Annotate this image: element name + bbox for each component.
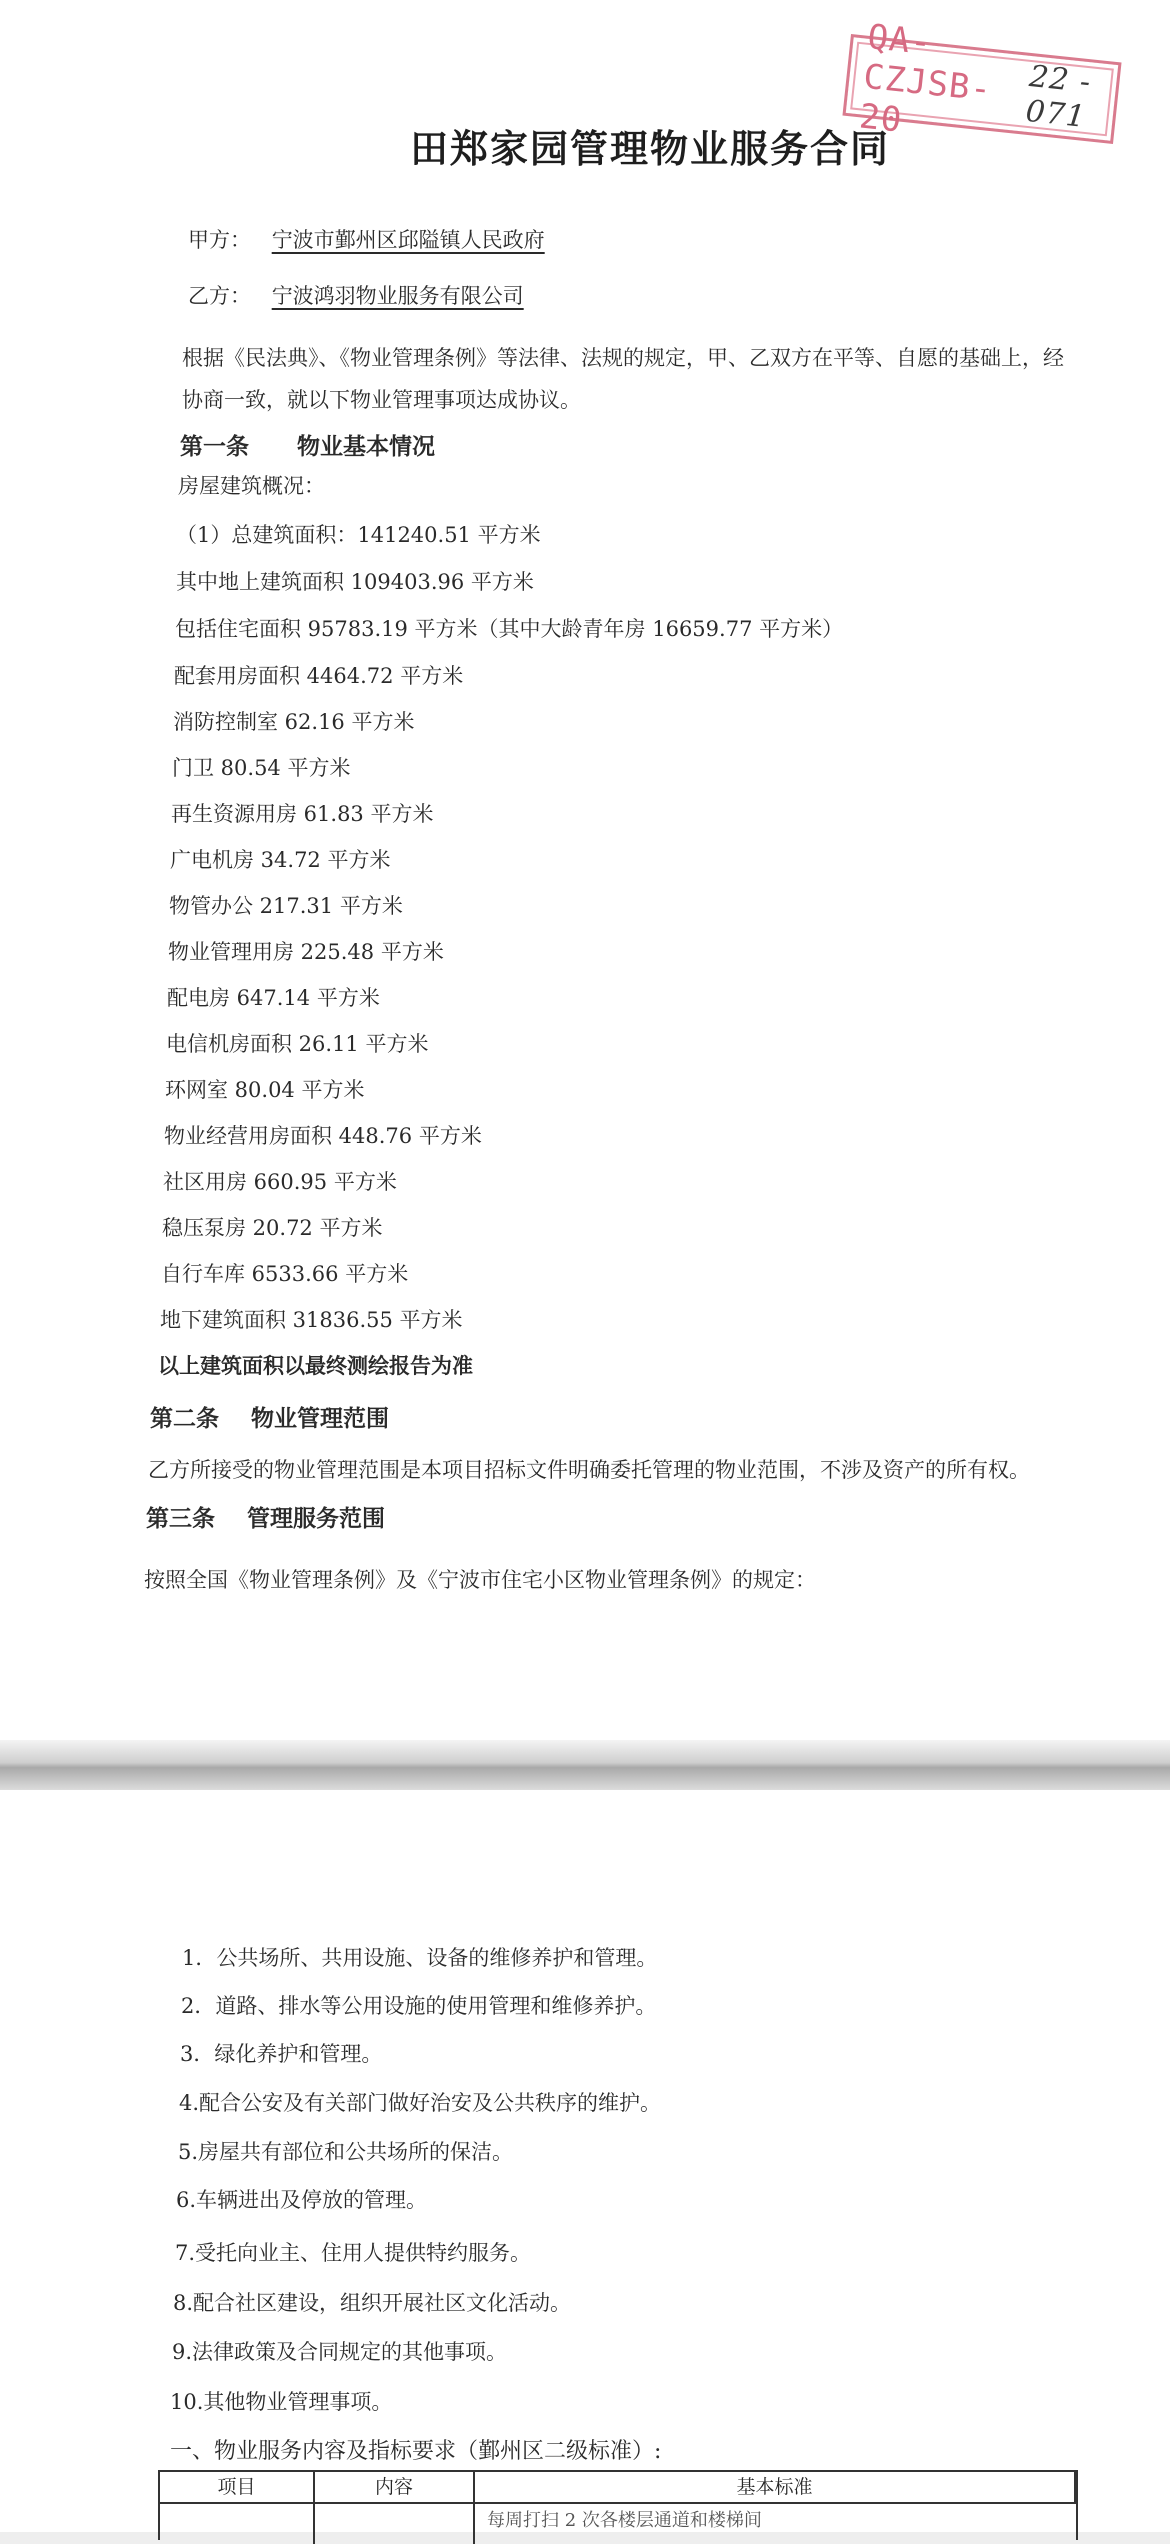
table-header-content: 内容: [315, 2472, 475, 2504]
party-a-line: [188, 224, 545, 254]
article-1-heading: [180, 428, 435, 461]
party-b-label: 乙方：: [188, 284, 251, 308]
area-item: 物管办公 217.31 平方米: [169, 894, 403, 918]
document-page-2: [0, 1790, 1170, 2532]
service-item: 6.车辆进出及停放的管理。: [176, 2188, 428, 2212]
area-item: 物业管理用房 225.48 平方米: [168, 940, 444, 964]
article-3-number: 第三条: [146, 1505, 215, 1532]
article-3-title: 管理服务范围: [247, 1505, 386, 1532]
article-1-subtitle: 房屋建筑概况：: [178, 474, 325, 498]
party-a-value: 宁波市鄞州区邱隘镇人民政府: [271, 228, 545, 252]
section-1-title: 一、物业服务内容及指标要求（鄞州区二级标准）:: [170, 2439, 662, 2464]
area-item: （1）总建筑面积：141240.51 平方米: [176, 523, 541, 547]
area-note: 以上建筑面积以最终测绘报告为准: [158, 1353, 473, 1378]
article-2-number: 第二条: [150, 1405, 219, 1432]
service-item: 9.法律政策及合同规定的其他事项。: [172, 2340, 508, 2364]
stamp-handwritten-number: 22 - 071: [1024, 58, 1093, 135]
area-item: 电信机房面积 26.11 平方米: [166, 1032, 429, 1056]
area-item: 自行车库 6533.66 平方米: [161, 1262, 409, 1286]
table-cell: [315, 2504, 475, 2544]
stamp-code: QA-CZJSB-20: [857, 16, 994, 141]
service-item: 2．道路、排水等公用设施的使用管理和维修养护。: [181, 1994, 657, 2018]
table-header-standard: 基本标准: [475, 2472, 1076, 2504]
article-1-number: 第一条: [180, 433, 249, 460]
document-title: 田郑家园管理物业服务合同: [409, 126, 890, 171]
service-item: 5.房屋共有部位和公共场所的保洁。: [178, 2140, 514, 2164]
service-item: 4.配合公安及有关部门做好治安及公共秩序的维护。: [179, 2091, 662, 2115]
article-2-text: 乙方所接受的物业管理范围是本项目招标文件明确委托管理的物业范围，不涉及资产的所有权。: [148, 1458, 1030, 1482]
area-item: 物业经营用房面积 448.76 平方米: [164, 1124, 482, 1148]
party-b-line: [188, 280, 524, 310]
area-item: 门卫 80.54 平方米: [172, 756, 351, 780]
area-item: 社区用房 660.95 平方米: [163, 1170, 397, 1194]
intro-line-1: 根据《民法典》、《物业管理条例》等法律、法规的规定，甲、乙双方在平等、自愿的基础上，经: [182, 346, 1064, 370]
area-item: 再生资源用房 61.83 平方米: [171, 802, 434, 826]
area-item: 地下建筑面积 31836.55 平方米: [160, 1308, 463, 1332]
article-1-title: 物业基本情况: [297, 433, 436, 460]
service-item: 10.其他物业管理事项。: [170, 2390, 393, 2414]
area-item: 配电房 647.14 平方米: [167, 986, 380, 1010]
area-item: 稳压泵房 20.72 平方米: [162, 1216, 383, 1240]
page-separator: [0, 1740, 1170, 1790]
intro-line-2: 协商一致，就以下物业管理事项达成协议。: [182, 388, 581, 412]
area-item: 消防控制室 62.16 平方米: [173, 710, 415, 734]
article-2-heading: [150, 1400, 389, 1433]
service-item: 8.配合社区建设，组织开展社区文化活动。: [173, 2291, 572, 2315]
party-a-label: 甲方：: [188, 228, 251, 252]
table-cell-partial-standard: 每周打扫 2 次各楼层通道和楼梯间: [487, 2510, 762, 2531]
service-standard-table: [158, 2470, 1078, 2540]
service-item: 1．公共场所、共用设施、设备的维修养护和管理。: [182, 1946, 658, 1970]
service-item: 3．绿化养护和管理。: [180, 2042, 383, 2066]
area-item: 其中地上建筑面积 109403.96 平方米: [176, 570, 534, 594]
table-header-item: 项目: [160, 2472, 315, 2504]
area-item: 广电机房 34.72 平方米: [170, 848, 391, 872]
article-2-title: 物业管理范围: [251, 1405, 390, 1432]
area-item: 配套用房面积 4464.72 平方米: [174, 664, 464, 688]
service-item: 7.受托向业主、住用人提供特约服务。: [175, 2241, 532, 2265]
area-item: 环网室 80.04 平方米: [165, 1078, 365, 1102]
party-b-value: 宁波鸿羽物业服务有限公司: [271, 284, 524, 308]
area-item: 包括住宅面积 95783.19 平方米（其中大龄青年房 16659.77 平方米）: [175, 617, 844, 641]
article-3-text: 按照全国《物业管理条例》及《宁波市住宅小区物业管理条例》的规定：: [144, 1568, 816, 1592]
table-cell: [160, 2504, 315, 2544]
article-3-heading: [146, 1500, 385, 1533]
